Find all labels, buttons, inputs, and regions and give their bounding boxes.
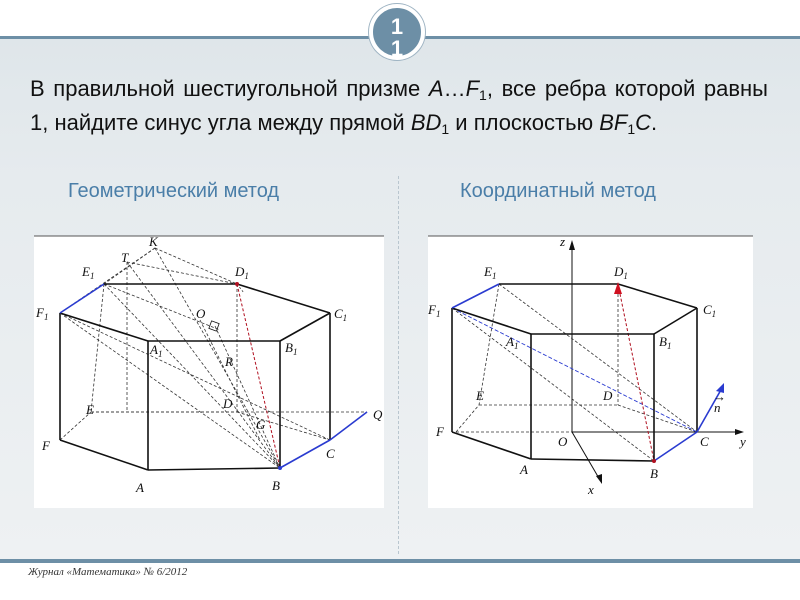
point-name: F: [465, 76, 480, 101]
problem-text: .: [651, 110, 658, 135]
label-f: F: [42, 438, 50, 453]
label-y: y: [740, 434, 746, 449]
point-b: [278, 466, 282, 470]
label-d: D: [603, 388, 613, 403]
label-c1: $C_1$: [703, 302, 717, 319]
label-c: C: [326, 446, 335, 461]
label-e1: $E_1$: [484, 264, 497, 281]
label-a: A: [136, 480, 144, 495]
label-x: x: [588, 482, 594, 497]
label-e: E: [86, 402, 94, 417]
label-o: O: [196, 306, 206, 321]
figure-background: [428, 236, 753, 508]
label-t: T: [121, 250, 129, 265]
label-e1: $E_1$: [82, 264, 95, 281]
point-b: [652, 459, 656, 463]
label-z: z: [560, 234, 566, 249]
segment-name: BD: [410, 110, 442, 135]
label-c: C: [700, 434, 709, 449]
right-prism-figure: [427, 234, 753, 508]
label-b: B: [272, 478, 280, 493]
label-b1: $B_1$: [285, 340, 298, 357]
label-e: E: [476, 388, 484, 403]
label-a1: $A_1$: [506, 334, 519, 351]
vector-bar-mark: →: [713, 389, 726, 404]
geometric-method-title: Геометрический метод: [68, 180, 280, 202]
label-a: A: [520, 462, 528, 477]
label-b: B: [650, 466, 658, 481]
label-f1: $F_1$: [36, 305, 49, 322]
label-d: D: [223, 396, 233, 411]
point-d1: [235, 282, 239, 286]
label-g: G: [256, 417, 266, 432]
label-o: O: [558, 434, 568, 449]
label-n: n: [714, 400, 721, 415]
left-prism-figure: [34, 234, 384, 508]
slide-number-digit: 1: [390, 14, 404, 39]
problem-text: …: [443, 76, 466, 101]
point-name: A: [428, 76, 444, 101]
coordinate-method-title: Координатный метод: [460, 180, 656, 202]
label-q: Q: [373, 407, 383, 422]
label-k: K: [149, 234, 158, 249]
label-c1: $C_1$: [334, 306, 348, 323]
point-name: C: [635, 110, 652, 135]
subscript: 1: [441, 121, 450, 137]
label-r: R: [225, 354, 233, 369]
label-f1: $F_1$: [428, 302, 441, 319]
plane-name: BF: [599, 110, 628, 135]
label-d1: $D_1$: [235, 264, 249, 281]
problem-text: В правильной шестиугольной призме: [30, 76, 429, 101]
slide-number-digit: 1: [390, 36, 404, 61]
label-d1: $D_1$: [614, 264, 628, 281]
subscript: 1: [479, 87, 487, 103]
label-b1: $B_1$: [659, 334, 672, 351]
problem-text: , все ребра которой равны 1, найдите синус угла между прямой: [30, 76, 768, 135]
label-f: F: [436, 424, 444, 439]
subscript: 1: [627, 121, 636, 137]
label-a1: $A_1$: [150, 342, 163, 359]
problem-text: и плоскостью: [449, 110, 600, 135]
footer-source: Журнал «Математика» № 6/2012: [28, 566, 188, 578]
